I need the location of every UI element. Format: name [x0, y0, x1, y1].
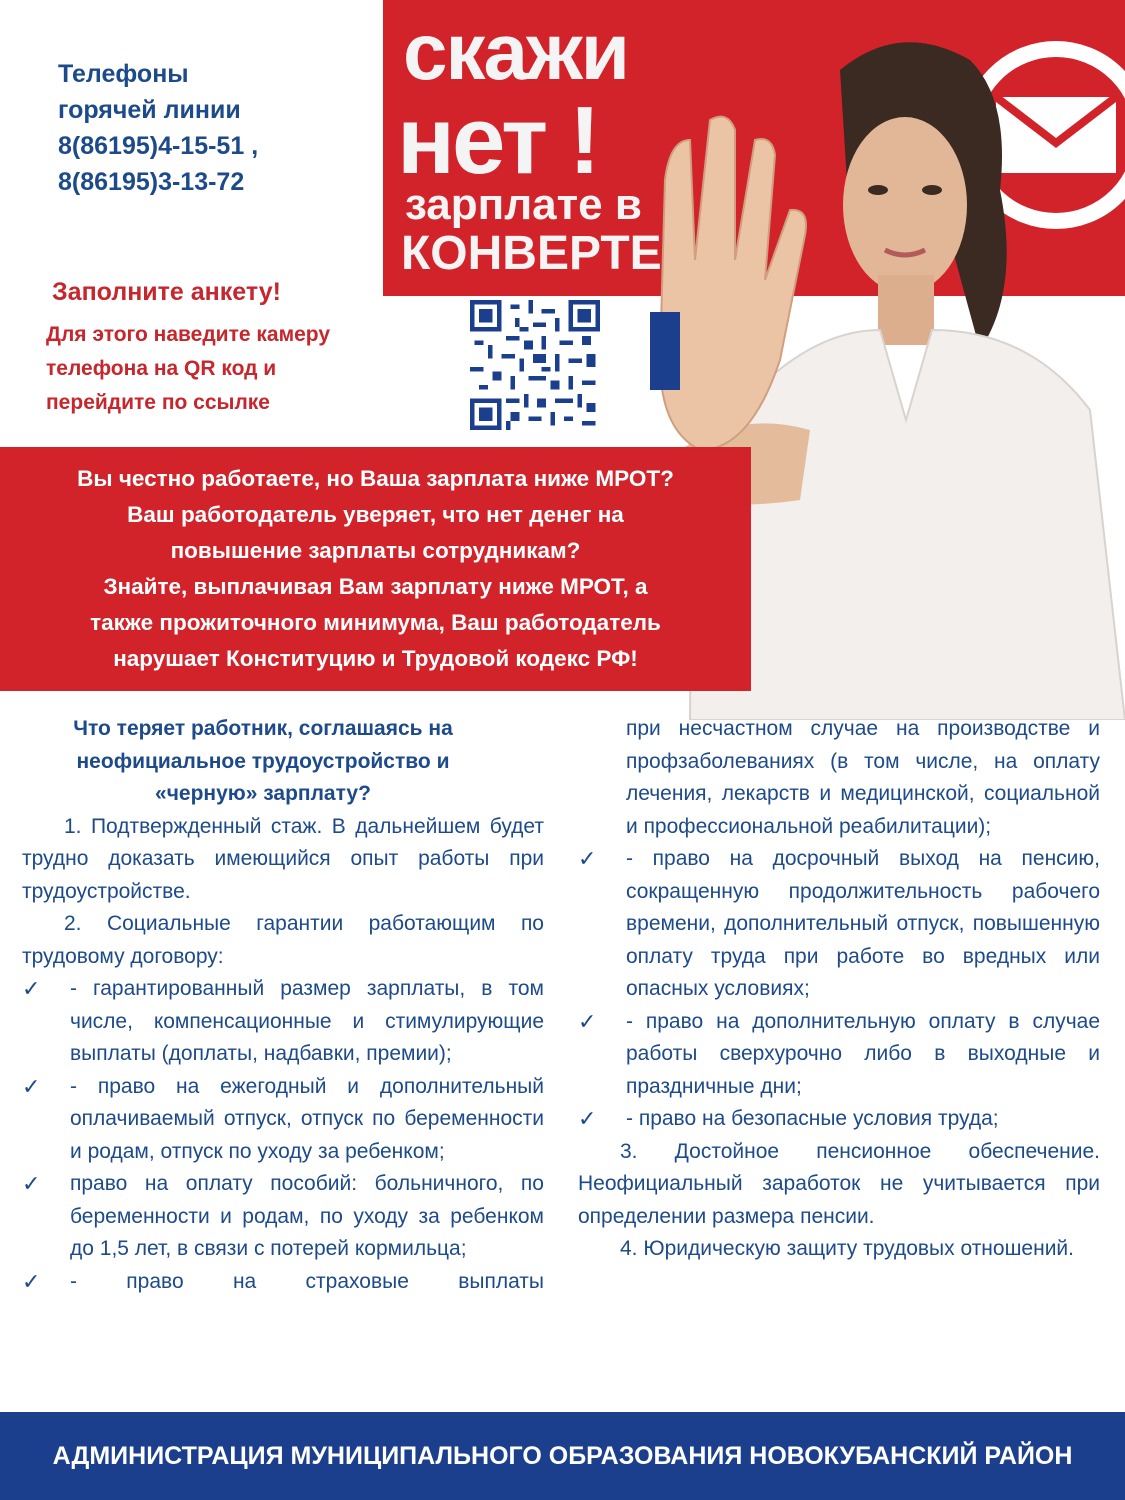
check-icon: ✓	[22, 976, 41, 1001]
heading-line: «черную» зарплату?	[155, 782, 371, 805]
right-column	[578, 713, 1100, 1266]
info-line: также прожиточного минимума, Ваш работодатель	[90, 610, 661, 635]
list-item-text: - право на дополнительную оплату в случае работы сверхурочно либо в выходные и праздничные дни;	[626, 1009, 1100, 1098]
banner-line-1: скажи	[403, 7, 628, 96]
check-icon: ✓	[578, 846, 597, 871]
questionnaire-line: Для этого наведите камеру	[46, 323, 331, 346]
questionnaire-line: перейдите по ссылке	[46, 391, 270, 414]
banner-line-2: нет !	[397, 87, 598, 194]
qr-code[interactable]	[470, 300, 600, 430]
questionnaire-line: телефона на QR код и	[46, 357, 277, 380]
paragraph-4: 4. Юридическую защиту трудовых отношений.	[620, 1237, 1075, 1260]
questionnaire-instructions	[46, 318, 426, 420]
footer-text: АДМИНИСТРАЦИЯ МУНИЦИПАЛЬНОГО ОБРАЗОВАНИЯ НОВОКУБАНСКИЙ РАЙОН	[52, 1442, 1073, 1470]
list-item-text: - гарантированный размер зарплаты, в том числе, компенсационные и стимулирующие выплаты (доплаты, надбавки, премии);	[70, 977, 544, 1065]
check-icon: ✓	[578, 1008, 597, 1034]
list-item-text: - право на досрочный выход на пенсию, сокращенную продолжительность рабочего времени, дополнительный отпуск, повышенную оплату труда при работе во вредных или опасных условиях;	[626, 847, 1100, 1000]
info-line: Ваш работодатель уверяет, что нет денег на	[127, 502, 624, 527]
list-item	[22, 1071, 544, 1169]
info-block	[0, 447, 751, 691]
hotline-block	[58, 56, 388, 200]
hotline-line: горячей линии	[58, 96, 241, 124]
questionnaire-title: Заполните анкету!	[52, 278, 281, 306]
decorative-blue-tab	[650, 312, 680, 390]
list-item	[578, 1103, 1100, 1136]
list-item-text: - право на безопасные условия труда;	[626, 1107, 999, 1130]
list-item	[578, 843, 1100, 1006]
info-line: нарушает Конституцию и Трудовой кодекс РФ!	[113, 646, 638, 671]
footer-bar	[0, 1412, 1125, 1500]
list-item-text: - право на ежегодный и дополнительный оплачиваемый отпуск, отпуск по беременности и родам, отпуск по уходу за ребенком;	[70, 1074, 544, 1163]
heading-line: Что теряет работник, соглашаясь на	[73, 717, 453, 740]
heading-line: неофициальное трудоустройство и	[76, 749, 450, 773]
check-icon: ✓	[22, 1073, 41, 1099]
info-line: повышение зарплаты сотрудникам?	[170, 538, 581, 563]
section-heading	[22, 713, 544, 811]
hotline-line: Телефоны	[58, 60, 189, 88]
list-item-text: - право на страховые выплаты	[70, 1269, 544, 1293]
paragraph-1: 1. Подтвержденный стаж. В дальнейшем будет трудно доказать имеющийся опыт работы при трудоустройстве.	[22, 814, 544, 903]
list-item	[22, 1266, 544, 1299]
check-icon: ✓	[22, 1268, 41, 1294]
paragraph-2: 2. Социальные гарантии работающим по трудовому договору:	[22, 912, 544, 968]
paragraph-3: 3. Достойное пенсионное обеспечение. Неофициальный заработок не учитывается при определении размера пенсии.	[578, 1139, 1100, 1228]
list-item-text: право на оплату пособий: больничного, по беременности и родам, по уходу за ребенком до 1,5 лет, в связи с потерей кормильца;	[70, 1172, 544, 1260]
info-line: Знайте, выплачивая Вам зарплату ниже МРОТ, а	[103, 574, 648, 599]
banner-line-4: КОНВЕРТЕ	[401, 227, 662, 280]
hotline-phone-1[interactable]: 8(86195)4-15-51 ,	[58, 132, 259, 160]
check-icon: ✓	[578, 1106, 597, 1131]
left-column	[22, 713, 544, 1298]
list-item-continuation: при несчастном случае на производстве и профзаболеваниях (в том числе, на оплату лечения, лекарств и медицинской, социальной и профессиональной реабилитации);	[626, 717, 1100, 838]
list-item	[22, 1168, 544, 1266]
check-icon: ✓	[22, 1171, 41, 1196]
banner-line-3: зарплате в	[405, 180, 642, 229]
list-item	[578, 1006, 1100, 1104]
info-line: Вы честно работаете, но Ваша зарплата ниже МРОТ?	[77, 466, 674, 491]
list-item	[22, 973, 544, 1071]
hotline-phone-2[interactable]: 8(86195)3-13-72	[58, 168, 245, 196]
